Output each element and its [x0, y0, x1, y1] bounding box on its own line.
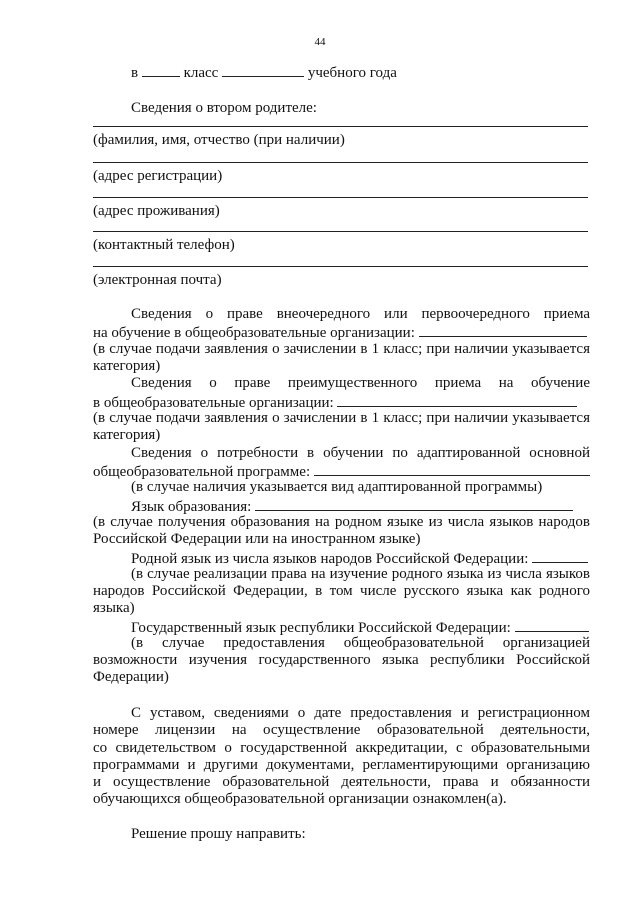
class-number-field[interactable] [142, 63, 180, 77]
class-label: класс [183, 65, 219, 81]
preferential-note-2: категория) [93, 427, 161, 443]
acknowledgement-line-6: обучающихся общеобразовательной организации ознакомлен(а). [93, 791, 507, 807]
native-language-field[interactable] [532, 549, 588, 563]
acknowledgement-line-3: со свидетельством о государственной аккредитации, с образовательными [93, 740, 590, 756]
preferential-label: в общеобразовательные организации: [93, 395, 334, 411]
native-language-note-1: (в случае реализации права на изучение родного языка из числа языков [131, 566, 590, 582]
adapted-field[interactable] [314, 462, 590, 476]
state-language-label: Государственный язык республики Российской Федерации: [131, 620, 511, 636]
priority-note-1: (в случае подачи заявления о зачислении в 1 класс; при наличии указывается [93, 341, 590, 357]
language-note-1: (в случае получения образования на родном языке из числа языков народов [93, 514, 590, 530]
native-language-note-3: языка) [93, 600, 135, 616]
acknowledgement-line-4: программами и другими документами, регламентирующими организацию [93, 757, 590, 773]
parent-registration-field[interactable] [93, 162, 588, 163]
parent-registration-caption: (адрес регистрации) [93, 168, 223, 184]
language-label: Язык образования: [131, 499, 252, 515]
preferential-field[interactable] [337, 393, 577, 407]
priority-label: на обучение в общеобразовательные организации: [93, 325, 415, 341]
priority-note-2: категория) [93, 358, 161, 374]
parent-email-caption: (электронная почта) [93, 272, 222, 288]
state-language-note-1: (в случае предоставления общеобразовательной организацией [131, 635, 590, 651]
acknowledgement-line-1: С уставом, сведениями о дате предоставления и регистрационном [131, 705, 590, 721]
parent-residence-field[interactable] [93, 197, 588, 198]
language-field[interactable] [255, 497, 573, 511]
parent-phone-caption: (контактный телефон) [93, 237, 235, 253]
preferential-note-1: (в случае подачи заявления о зачислении в 1 класс; при наличии указывается [93, 410, 590, 426]
parent-email-field[interactable] [93, 266, 588, 267]
parent-residence-caption: (адрес проживания) [93, 203, 220, 219]
class-prefix: в [131, 65, 139, 81]
adapted-label: общеобразовательной программе: [93, 464, 311, 480]
parent-name-caption: (фамилия, имя, отчество (при наличии) [93, 132, 345, 148]
priority-field[interactable] [419, 323, 587, 337]
native-language-note-2: народов Российской Федерации, в том числе русского языка как родного [93, 583, 590, 599]
priority-line-2 [93, 323, 587, 342]
class-line [131, 63, 397, 82]
parent-phone-field[interactable] [93, 231, 588, 232]
preferential-line-1: Сведения о праве преимущественного приема на обучение [131, 375, 590, 391]
state-language-note-3: Федерации) [93, 669, 169, 685]
state-language-note-2: возможности изучения государственного языка республики Российской [93, 652, 590, 668]
priority-line-1: Сведения о праве внеочередного или первоочередного приема [131, 306, 590, 322]
school-year-label: учебного года [307, 65, 397, 81]
adapted-line-1: Сведения о потребности в обучении по адаптированной основной [131, 445, 590, 461]
acknowledgement-line-2: номере лицензии на осуществление образовательной деятельности, [93, 722, 590, 738]
state-language-field[interactable] [515, 618, 589, 632]
decision-request: Решение прошу направить: [131, 826, 306, 842]
second-parent-heading: Сведения о втором родителе: [131, 100, 317, 116]
page-number: 44 [314, 36, 326, 48]
school-year-field[interactable] [222, 63, 304, 77]
native-language-label: Родной язык из числа языков народов Российской Федерации: [131, 551, 529, 567]
parent-name-field[interactable] [93, 126, 588, 127]
adapted-note-1: (в случае наличия указывается вид адаптированной программы) [131, 479, 543, 495]
acknowledgement-line-5: и осуществление образовательной деятельности, права и обязанности [93, 774, 590, 790]
language-note-2: Российской Федерации или на иностранном языке) [93, 531, 421, 547]
